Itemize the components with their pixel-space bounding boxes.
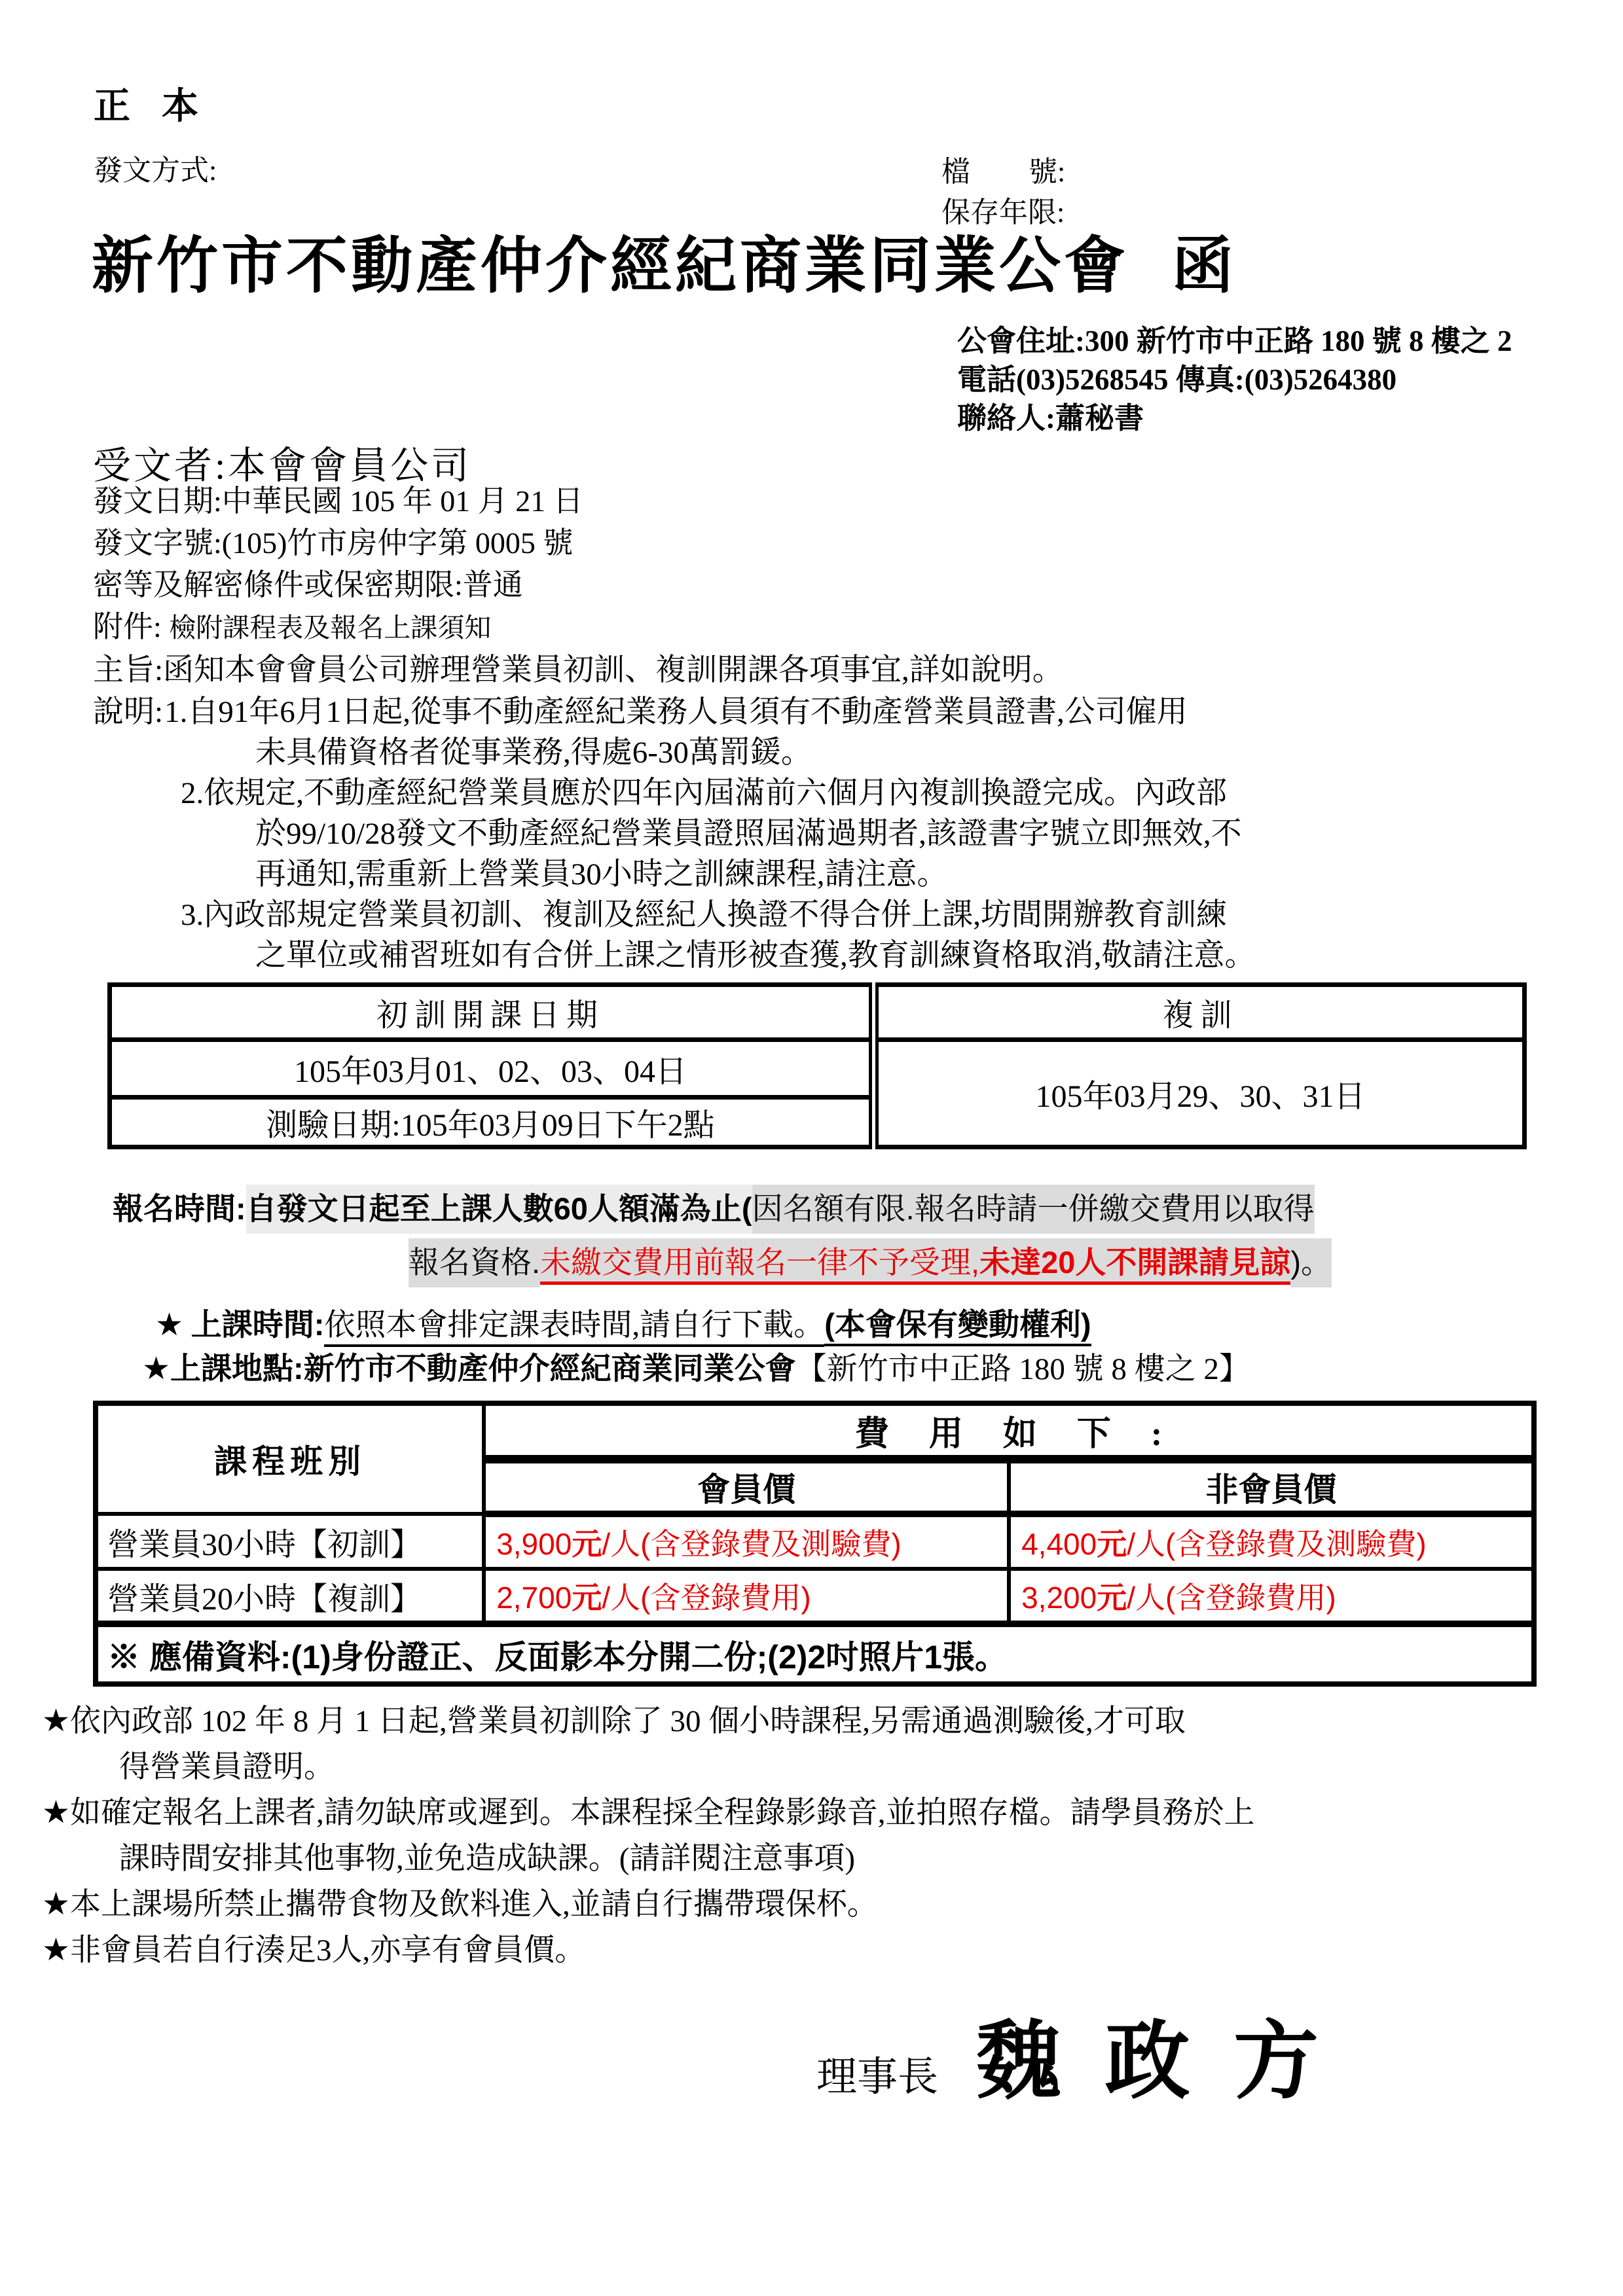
registration-line-2: 報名資格.未繳交費用前報名一律不予受理,未達20人不開課請見諒)。 [93,1236,1540,1289]
course-class-header-cell: 課程班別 [96,1403,484,1514]
class-time-rights: (本會保有變動權利) [824,1307,1091,1346]
star-icon: ★ [42,1887,71,1922]
star-icon: ★ [42,1933,71,1967]
member-price-header-cell: 會員價 [484,1460,1009,1515]
location-label: 上課地點: [170,1351,304,1386]
course-cell-initial: 營業員30小時【初訓】 [96,1514,484,1569]
chairman-name: 魏 政 方 [976,2015,1319,2109]
explanation-item-1-line-1: 說明:1.自91年6月1日起,從事不動產經紀業務人員須有不動產營業員證書,公司僱用 [93,695,1188,729]
registration-quota-text: 自發文日起至上課人數60人額滿為止( [246,1185,752,1234]
recipient-line: 受文者:本會會員公司 [93,444,472,487]
attachment-line [93,606,1540,649]
explanation-label: 說明: [93,695,164,729]
explanation-item-3-line-2: 之單位或補習班如有合併上課之情形被查獲,教育訓練資格取消,敬請注意。 [255,939,1256,973]
explanation-item-2-line-2: 於99/10/28發文不動產經紀營業員證照屆滿過期者,該證書字號立即無效,不 [255,817,1242,851]
item-number: 3. [181,898,204,932]
initial-training-dates-cell: 105年03月01、02、03、04日 [110,1040,874,1098]
min-attendance-warning: 未達20人不開課請見諒 [979,1238,1290,1285]
retraining-dates-cell: 105年03月29、30、31日 [873,1040,1524,1147]
registration-note-text: 因名額有限.報名時請一併繳交費用以取得 [752,1185,1315,1234]
class-time-label: 上課時間: [191,1307,325,1342]
note-2-line-2: 課時間安排其他事物,並免造成缺課。(請詳閱注意事項) [119,1842,856,1876]
registration-label: 報名時間: [113,1191,246,1226]
class-time-line [93,1304,1540,1346]
notes-section [42,1698,1540,1973]
explanation-item-3-line-1: 3.內政部規定營業員初訓、複訓及經紀人換證不得合併上課,坊間開辦教育訓練 [181,898,1227,932]
no-payment-warning: 未繳交費用前報名一律不予受理, [540,1238,979,1285]
initial-training-header-cell: 初訓開課日期 [110,985,874,1040]
file-number-label: 檔 號: [941,156,1066,188]
star-icon: ★ [142,1352,171,1386]
note-1-line-1: ★依內政部 102 年 8 月 1 日起,營業員初訓除了 30 個小時課程,另需通過測驗後,才可取 [42,1704,1186,1738]
location-org: 新竹市不動產仲介經紀商業同業公會 [303,1351,796,1386]
explanation-item-2-line-3: 再通知,需重新上營業員30小時之訓練課程,請注意。 [255,857,948,891]
doc-number-line: 發文字號:(105)竹市房仲字第 0005 號 [93,526,574,560]
member-price-retraining: 2,700元/人(含登錄費用) [484,1569,1009,1624]
note-4-line-1: ★非會員若自行湊足3人,亦享有會員價。 [42,1933,586,1967]
issue-date-line: 發文日期:中華民國 105 年 01 月 21 日 [93,484,583,518]
org-contact-person: 聯絡人:蕭秘書 [957,402,1144,435]
item-number: 2. [181,776,204,810]
item-number: 1. [164,695,188,729]
retraining-header-cell: 複訓 [873,985,1524,1040]
attachment-label: 附件: [93,610,162,643]
registration-line-1 [93,1182,1540,1236]
org-contact-block [957,322,1512,438]
org-address: 公會住址:300 新竹市中正路 180 號 8 樓之 2 [957,325,1512,357]
location-address: 【新竹市中正路 180 號 8 樓之 2】 [795,1352,1250,1386]
explanation-item-1-line-2: 未具備資格者從事業務,得處6-30萬罰鍰。 [255,736,812,770]
required-documents-cell: ※ 應備資料:(1)身份證正、反面影本分開二份;(2)2吋照片1張。 [96,1624,1534,1684]
star-icon: ★ [155,1308,184,1342]
org-phone-fax: 電話(03)5268545 傳真:(03)5264380 [957,363,1397,396]
star-icon: ★ [42,1795,71,1830]
star-icon: ★ [42,1704,71,1738]
fee-table [93,1401,1537,1687]
course-cell-retraining: 營業員20小時【複訓】 [96,1569,484,1624]
org-title: 新竹市不動產仲介經紀商業同業公會 [92,232,1129,300]
letter-body [42,435,1540,2115]
class-location-line [93,1346,1540,1391]
non-member-price-retraining: 3,200元/人(含登錄費用) [1009,1569,1534,1624]
letter-type: 函 [1172,232,1237,300]
document-title [92,216,1237,304]
attachment-content: 檢附課程表及報名上課須知 [169,613,492,643]
fee-header-cell: 費 用 如 下 : [484,1403,1534,1460]
subject-line: 主旨:函知本會會員公司辦理營業員初訓、複訓開課各項事宜,詳如說明。 [93,653,1063,687]
chairman-title: 理事長 [816,2055,939,2100]
send-method-label: 發文方式: [94,154,217,187]
note-2-line-1: ★如確定報名上課者,請勿缺席或遲到。本課程採全程錄影錄音,並拍照存檔。請學員務於上 [42,1795,1255,1830]
registration-section [93,1182,1540,1289]
test-date-cell: 測驗日期:105年03月09日下午2點 [110,1098,874,1147]
security-line: 密等及解密條件或保密期限:普通 [93,568,523,601]
note-1-line-2: 得營業員證明。 [119,1750,335,1784]
explanation-section [93,692,1540,976]
training-schedule-table [107,982,1527,1149]
non-member-price-initial: 4,400元/人(含登錄費及測驗費) [1009,1514,1534,1569]
copy-type-label: 正 本 [94,86,198,127]
member-price-initial: 3,900元/人(含登錄費及測驗費) [484,1514,1009,1569]
retention-period-label: 保存年限: [941,196,1065,228]
non-member-price-header-cell: 非會員價 [1009,1460,1534,1515]
class-time-text: 依照本會排定課表時間,請自行下載。 [324,1308,824,1347]
signature-block [816,1993,1540,2115]
explanation-item-2-line-1: 2.依規定,不動產經紀營業員應於四年內屆滿前六個月內複訓換證完成。內政部 [181,776,1227,810]
note-3-line-1: ★本上課場所禁止攜帶食物及飲料進入,並請自行攜帶環保杯。 [42,1887,878,1922]
